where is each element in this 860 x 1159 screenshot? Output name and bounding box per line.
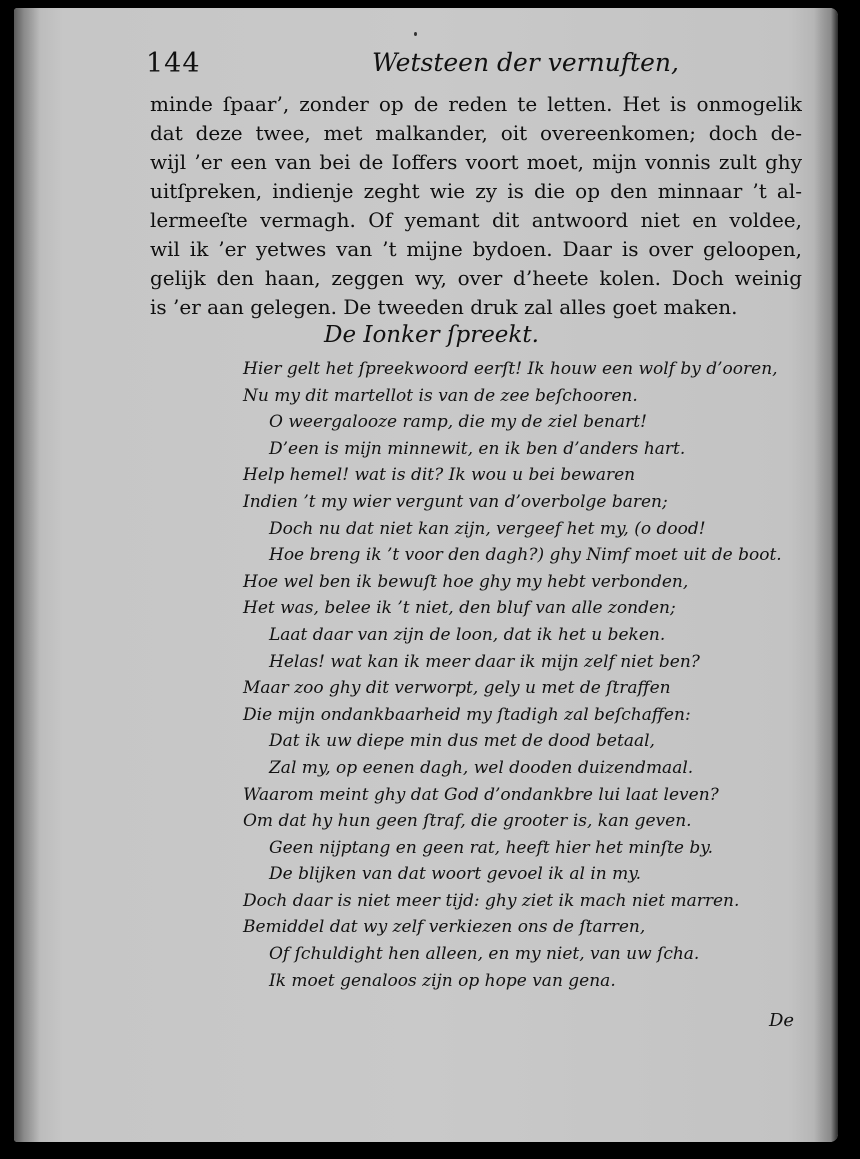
verse-line: Indien ’t my wier vergunt van d’overbolge baren;: [243, 491, 668, 512]
verse-line: Of ſchuldight hen alleen, en my niet, van uw ſcha.: [269, 944, 700, 965]
prose-line: lermeeſte vermagh. Of yemant dit antwoord niet en voldee,: [150, 208, 802, 232]
verse-block: [0, 356, 860, 994]
ink-speck: [414, 32, 417, 36]
verse-line: D’een is mijn minnewit, en ik ben d’anders hart.: [269, 438, 686, 459]
page-header: [146, 44, 796, 84]
prose-line: gelijk den haan, zeggen wy, over d’heete kolen. Doch weinig: [150, 266, 802, 290]
section-heading: De Ionker ſpreekt.: [324, 322, 539, 348]
verse-line: Helas! wat kan ik meer daar ik mijn zelf niet ben?: [269, 651, 700, 672]
verse-line: Laat daar van zijn de loon, dat ik het u beken.: [269, 624, 666, 645]
prose-line: wijl ’er een van bei de Ioffers voort moet, mijn vonnis zult ghy: [150, 150, 802, 174]
verse-line: Dat ik uw diepe min dus met de dood betaal,: [269, 731, 655, 752]
verse-line: Bemiddel dat wy zelf verkiezen ons de ſtarren,: [243, 917, 646, 938]
prose-line: dat deze twee, met malkander, oit overeenkomen; doch de-: [150, 121, 802, 145]
prose-line: uitſpreken, indienje zeght wie zy is die op den minnaar ’t al-: [150, 179, 802, 203]
verse-line: De blijken van dat woort gevoel ik al in my.: [269, 864, 642, 885]
verse-line: O weergalooze ramp, die my de ziel benart!: [269, 412, 647, 433]
prose-line: is ’er aan gelegen. De tweeden druk zal alles goet maken.: [150, 295, 738, 319]
verse-line: Waarom meint ghy dat God d’ondankbre lui laat leven?: [243, 784, 719, 805]
verse-line: Help hemel! wat is dit? Ik wou u bei bewaren: [243, 465, 636, 486]
verse-line: Het was, belee ik ’t niet, den bluf van alle zonden;: [243, 598, 676, 619]
verse-line: Geen nijptang en geen rat, heeft hier het minſte by.: [269, 837, 714, 858]
verse-line: Nu my dit martellot is van de zee beſchooren.: [243, 385, 638, 406]
verse-line: Ik moet genaloos zijn op hope van gena.: [269, 970, 616, 991]
verse-line: Die mijn ondankbaarheid my ſtadigh zal beſchaffen:: [243, 704, 691, 725]
verse-line: Doch daar is niet meer tijd: ghy ziet ik mach niet marren.: [243, 890, 740, 911]
verse-line: Hoe wel ben ik bewuſt hoe ghy my hebt verbonden,: [243, 571, 689, 592]
running-title: Wetsteen der vernuften,: [372, 48, 679, 77]
prose-paragraph: [150, 90, 802, 322]
page-number: 144: [146, 48, 201, 79]
prose-line: minde ſpaar’, zonder op de reden te letten. Het is onmogelik: [150, 92, 802, 116]
prose-line: wil ik ’er yetwes van ’t mijne bydoen. Daar is over geloopen,: [150, 237, 802, 261]
verse-line: Maar zoo ghy dit verworpt, gely u met de ſtraffen: [243, 678, 671, 699]
verse-line: Zal my, op eenen dagh, wel dooden duizendmaal.: [269, 757, 694, 778]
catchword: De: [769, 1010, 795, 1031]
verse-line: Om dat hy hun geen ſtraf, die grooter is, kan geven.: [243, 811, 692, 832]
verse-line: Hier gelt het ſpreekwoord eerſt! Ik houw een wolf by d’ooren,: [243, 359, 778, 379]
verse-line: Hoe breng ik ’t voor den dagh?) ghy Nimf moet uit de boot.: [269, 545, 782, 566]
verse-line: Doch nu dat niet kan zijn, vergeef het my, (o dood!: [269, 518, 706, 539]
